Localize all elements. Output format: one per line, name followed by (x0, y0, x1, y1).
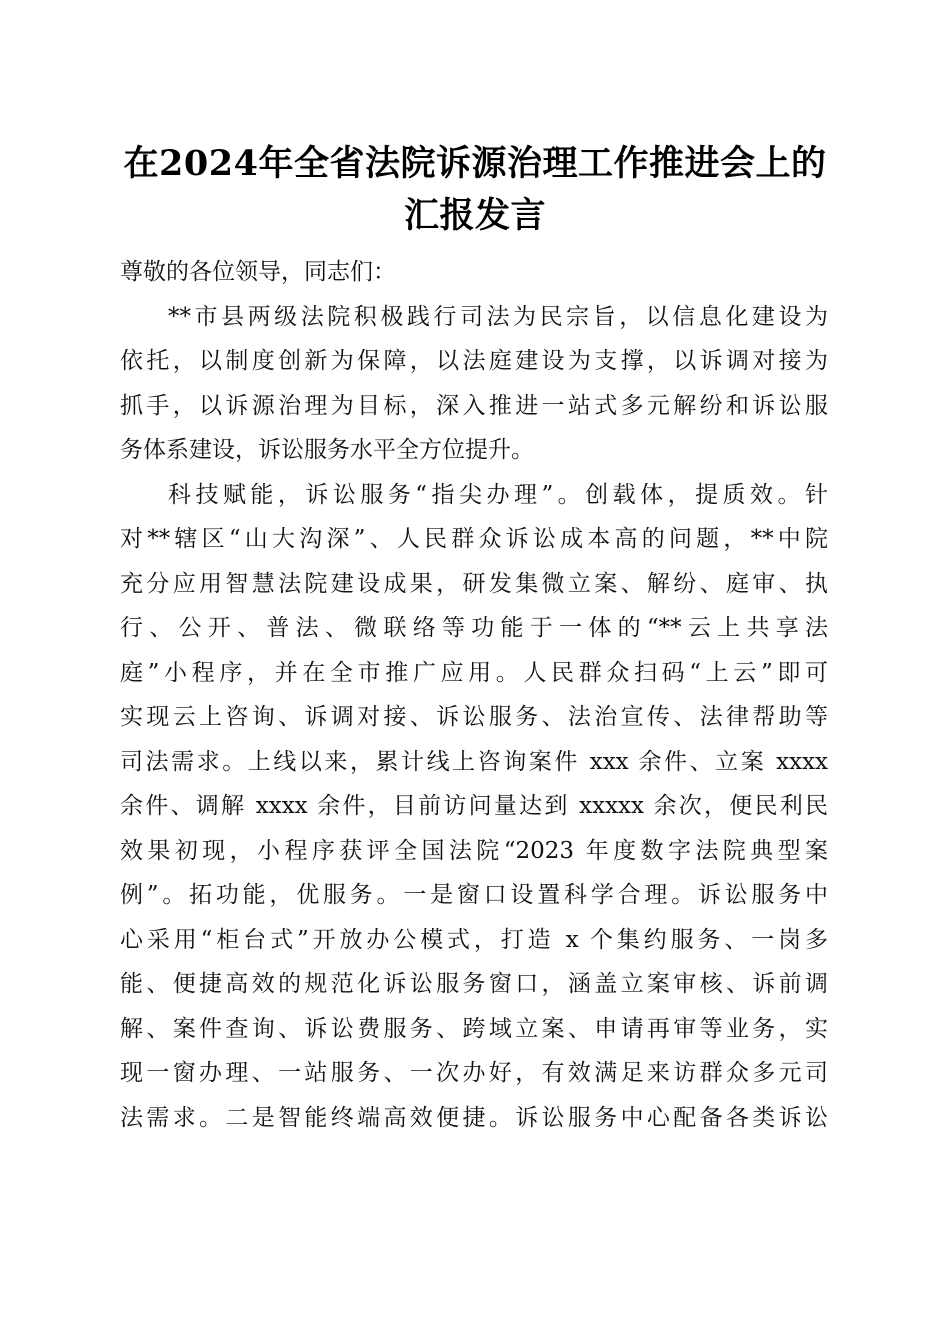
paragraph-line: 依托，以制度创新为保障，以法庭建设为支撑，以诉调对接为 (120, 348, 828, 374)
document-body (120, 250, 828, 1140)
paragraph-line: 法需求。二是智能终端高效便捷。诉讼服务中心配备各类诉讼 (120, 1104, 828, 1131)
paragraph-line: 科技赋能，诉讼服务“指尖办理”。创载体，提质效。针 (168, 481, 828, 508)
paragraph-line: 实现云上咨询、诉调对接、诉讼服务、法治宣传、法律帮助等 (120, 704, 828, 730)
paragraph-line: 效果初现，小程序获评全国法院“2023 年度数字法院典型案 (120, 837, 828, 864)
paragraph-line: 例”。拓功能，优服务。一是窗口设置科学合理。诉讼服务中 (120, 882, 828, 908)
paragraph-line: 能、便捷高效的规范化诉讼服务窗口，涵盖立案审核、诉前调 (120, 971, 828, 997)
paragraph-line: 解、案件查询、诉讼费服务、跨域立案、申请再审等业务，实 (120, 1015, 828, 1042)
title-line-2: 汇报发言 (403, 195, 546, 236)
paragraph-line: 抓手，以诉源治理为目标，深入推进一站式多元解纷和诉讼服 (120, 392, 828, 419)
salutation: 尊敬的各位领导，同志们： (120, 259, 396, 285)
paragraph-1 (120, 295, 828, 473)
paragraph-line: 行、公开、普法、微联络等功能于一体的“**云上共享法 (120, 615, 828, 641)
paragraph-line: 充分应用智慧法院建设成果，研发集微立案、解纷、庭审、执 (120, 570, 828, 597)
paragraph-line: 务体系建设，诉讼服务水平全方位提升。 (120, 437, 534, 463)
paragraph-line: 余件、调解 xxxx 余件，目前访问量达到 xxxxx 余次，便民利民 (120, 793, 828, 819)
paragraph-line: 庭”小程序，并在全市推广应用。人民群众扫码“上云”即可 (120, 659, 828, 686)
document-title (100, 138, 850, 242)
paragraph-line: **市县两级法院积极践行司法为民宗旨，以信息化建设为 (168, 303, 828, 330)
paragraph-line: 对**辖区“山大沟深”、人民群众诉讼成本高的问题，**中院 (120, 526, 828, 552)
paragraph-line: 现一窗办理、一站服务、一次办好，有效满足来访群众多元司 (120, 1060, 828, 1086)
paragraph-line: 心采用“柜台式”开放办公模式，打造 x 个集约服务、一岗多 (120, 926, 828, 953)
paragraph-2 (120, 473, 828, 1141)
paragraph-line: 司法需求。上线以来，累计线上咨询案件 xxx 余件、立案 xxxx (120, 748, 828, 775)
title-line-1: 在2024年全省法院诉源治理工作推进会上的 (123, 143, 827, 184)
